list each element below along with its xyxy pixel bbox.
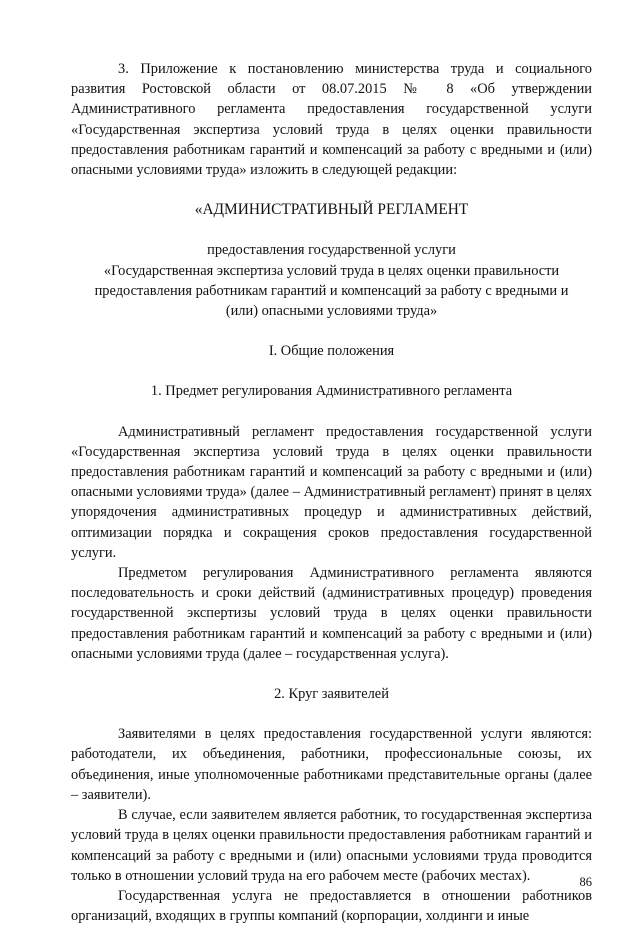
document-subtitle xyxy=(71,240,592,321)
subsection-heading-2: 2. Круг заявителей xyxy=(274,686,389,703)
section-heading: I. Общие положения xyxy=(268,343,395,360)
subtitle-line-3: предоставления работникам гарантий и компенсаций за работу с вредными и xyxy=(94,282,569,299)
subtitle-line-4: (или) опасными условиями труда» xyxy=(225,303,438,320)
document-title: «АДМИНИСТРАТИВНЫЙ РЕГЛАМЕНТ xyxy=(194,201,469,219)
paragraph-2: Предметом регулирования Административного регламента являются последовательность и сроки действий (административных процедур) проведения государственной экспертизы условий труда в целях оценки правильности предоставления работникам гарантий и компенсаций за работу с вредными и (или) опасными условиями труда (далее – государственная услуга). xyxy=(71,565,592,662)
subtitle-line-1: предоставления государственной услуги xyxy=(207,242,456,259)
page-content xyxy=(71,59,592,926)
subtitle-line-2: «Государственная экспертиза условий труда в целях оценки правильности xyxy=(103,262,560,279)
paragraph-4: В случае, если заявителем является работник, то государственная экспертиза условий труда в целях оценки правильности предоставления работникам гарантий и компенсаций за работу с вредными и (или) опасными условиями труда проводится только в отношении условий труда на его рабочем месте (рабочих местах). xyxy=(71,807,592,884)
paragraph-5: Государственная услуга не предоставляется в отношении работников организаций, входящих в группы компаний (корпорации, холдинги и иные xyxy=(71,887,592,925)
intro-paragraph: 3. Приложение к постановлению министерства труда и социального развития Ростовской области от 08.07.2015 № 8 «Об утверждении Административного регламента предоставления государственной услуги «Государственная экспертиза условий труда в целях оценки правильности предоставления работникам гарантий и компенсаций за работу с вредными и (или) опасными условиями труда» изложить в следующей редакции: xyxy=(71,61,592,179)
paragraph-1: Административный регламент предоставления государственной услуги «Государственная экспертиза условий труда в целях оценки правильности предоставления работникам гарантий и компенсаций за работу с вредными и (или) опасными условиями труда» (далее – Административный регламент) принят в целях упорядочения административных процедур и административных действий, оптимизации порядка и сокращения сроков предоставления государственной услуги. xyxy=(71,423,592,561)
subsection-heading-1: 1. Предмет регулирования Административного регламента xyxy=(150,383,513,400)
paragraph-3: Заявителями в целях предоставления государственной услуги являются: работодатели, их объединения, работники, профессиональные союзы, их объединения, иные уполномоченные работниками представительные органы (далее – заявители). xyxy=(71,726,592,803)
page-number: 86 xyxy=(579,875,592,889)
